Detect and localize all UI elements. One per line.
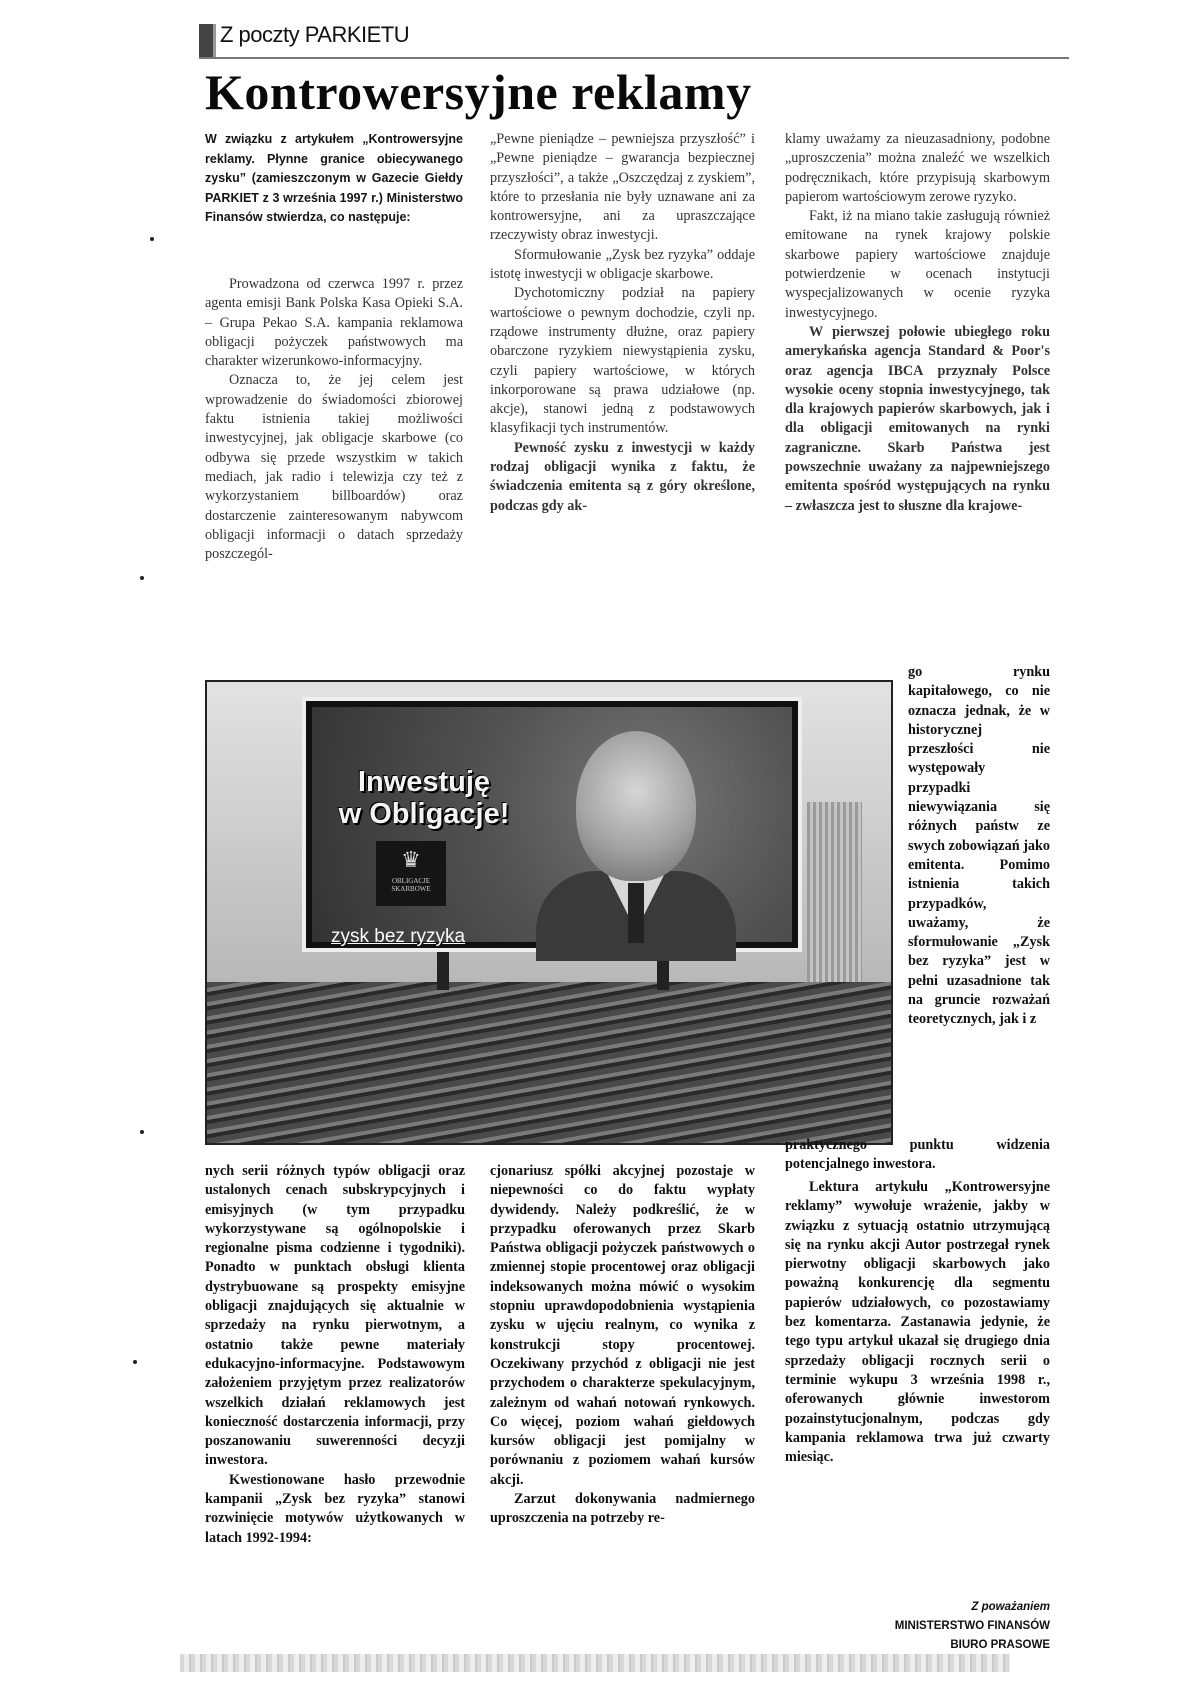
photo-ground	[207, 982, 891, 1145]
column-1-bottom	[205, 1162, 465, 1548]
emblem-box	[376, 841, 446, 906]
scan-edge	[180, 1654, 1010, 1672]
lead-paragraph: W związku z artykułem „Kontrowersyjne reklamy. Płynne granice obiecywanego zysku” (zamieszczonym w Gazecie Giełdy PARKIET z 3 września 1997 r.) Ministerstwo Finansów stwierdza, co następuje:	[205, 132, 463, 224]
column-3-top	[785, 130, 1050, 516]
margin-mark	[140, 1130, 144, 1134]
signature-greeting: Z poważaniem	[971, 1601, 1050, 1613]
paragraph: Sformułowanie „Zysk bez ryzyka” oddaje istotę inwestycji w obligacje skarbowe.	[490, 246, 755, 283]
paragraph: nych serii różnych typów obligacji oraz ustalonych cenach subskrypcyjnych i emisyjnych (w tym przypadku wykorzystywane są ogólnopolskie i regionalne pisma codzienne i tygodniki). Ponadto w punktach obsługi klienta dystrybuowane są prospekty emisyjne obligacji znajdujących się aktualnie w sprzedaży na rynku pierwotnym, a ostatnio także pewne materiały edukacyjno-informacyjne. Podstawowym założeniem przyjętym przez realizatorów wszelkich działań reklamowych jest konieczność dostarczenia informacji, przy poszanowaniu suwerenności decyzji inwestora.	[205, 1163, 465, 1469]
column-3-bottom	[785, 1178, 1050, 1467]
billboard-post	[437, 950, 449, 990]
section-label: Z poczty PARKIETU	[220, 22, 410, 47]
paragraph: „Pewne pieniądze – pewniejsza przyszłość” i „Pewne pieniądze – gwarancja bezpiecznej przyszłości”, a także „Oszczędzaj z zyskiem”, które to przesłania nie były uznawane ani za kontrowersyjne, ani za upraszczające rzeczywisty obraz inwestycji.	[490, 131, 755, 244]
paragraph: praktycznego punktu widzenia potencjalnego inwestora.	[785, 1137, 1050, 1173]
article-lead	[205, 130, 463, 228]
section-marker	[199, 24, 216, 58]
signature	[840, 1598, 1050, 1655]
paragraph: Dychotomiczny podział na papiery wartościowe o pewnym dochodzie, czyli np. rządowe instrumenty dłużne, oraz papiery obarczone ryzykiem niewystąpienia zysku, czyli papiery wartościowe, w których inkorporowane są prawa udziałowe (np. akcje), stanowi jedną z podstawowych klasyfikacji tych instrumentów.	[490, 285, 755, 437]
paragraph: Zarzut dokonywania nadmiernego uproszczenia na potrzeby re-	[490, 1491, 755, 1527]
paragraph: Lektura artykułu „Kontrowersyjne reklamy” wywołuje wrażenie, jakby w związku z sytuacją ostatnio utrzymującą się na rynku akcji Autor postrzegał rynek pierwotny obligacji skarbowych jako poważną konkurencję dla segmentu papierów udziałowych, co pozostawiamy bez komentarza. Zastanawia jedynie, że tego typu artykuł ukazał się drugiego dnia sprzedaży obligacji rocznych serii o terminie wykupu 3 września 1998 r., oferowanych głównie inwestorom pozainstytucjonalnym, podczas gdy kampania reklamowa trwa już czwarty miesiąc.	[785, 1179, 1050, 1466]
column-1-top	[205, 275, 463, 564]
paragraph: Prowadzona od czerwca 1997 r. przez agenta emisji Bank Polska Kasa Opieki S.A. – Grupa Pekao S.A. kampania reklamowa obligacji pożyczek państwowych ma charakter wizerunkowo-informacyjny.	[205, 276, 463, 370]
section-divider	[199, 57, 1069, 59]
paragraph: go rynku kapitałowego, co nie oznacza jednak, że w historycznej przeszłości nie występowały przypadki niewywiązania się różnych państw ze swych zobowiązań jako emitenta. Pomimo istnienia takich przypadków, uważamy, że sformułowanie „Zysk bez ryzyka” jest w pełni uzasadnione tak na gruncie rozważań teoretycznych, jak i z	[908, 664, 1050, 1028]
billboard-photo	[205, 680, 893, 1145]
billboard-tagline: zysk bez ryzyka	[331, 926, 466, 947]
portrait-tie	[628, 883, 644, 943]
portrait-head	[576, 731, 696, 881]
billboard	[302, 697, 802, 952]
billboard-headline-line: Inwestuję	[357, 766, 491, 798]
paragraph: cjonariusz spółki akcyjnej pozostaje w niepewności co do faktu wypłaty dywidendy. Należy podkreślić, że w przypadku oferowanych przez Skarb Państwa obligacji pożyczek państwowych o zmiennej stopie procentowej oraz obligacji indeksowanych można mówić o wysokim stopniu uprawdopodobnienia wystąpienia zysku w ujęciu realnym, co wynika z konstrukcji stopy procentowej. Oczekiwany przychód z obligacji nie jest przychodem o charakterze spekulacyjnym, zależnym od wahań notowań rynkowych. Co więcej, poziom wahań giełdowych kursów obligacji jest pomijalny w porównaniu z poziomem wahań kursów akcji.	[490, 1163, 755, 1488]
portrait-image	[536, 721, 736, 956]
margin-mark	[150, 237, 154, 241]
paragraph: Fakt, iż na miano takie zasługują również emitowane na rynek krajowy polskie skarbowe papiery wartościowe znajduje potwierdzenie w ocenach instytucji wyspecjalizowanych w ocenie ryzyka inwestycyjnego.	[785, 208, 1050, 321]
margin-mark	[133, 1360, 137, 1364]
column-2-top	[490, 130, 755, 516]
billboard-headline-line: w Obligacje!	[338, 798, 510, 830]
signature-dept: BIURO PRASOWE	[950, 1639, 1050, 1651]
billboard-headline	[324, 766, 524, 830]
paragraph: W pierwszej połowie ubiegłego roku amerykańska agencja Standard & Poor's oraz agencja IBCA przyznały Polsce wysokie oceny stopnia inwestycyjnego, tak dla krajowych papierów skarbowych, jak i dla obligacji emitowanych na rynki zagraniczne. Skarb Państwa jest powszechnie uważany za najpewniejszego emitenta spośród występujących na rynku – zwłaszcza jest to słuszne dla krajowe-	[785, 323, 1050, 514]
column-3-wide	[785, 1136, 1050, 1175]
paragraph: Kwestionowane hasło przewodnie kampanii „Zysk bez ryzyka” stanowi rozwinięcie motywów użytkowanych w latach 1992-1994:	[205, 1471, 465, 1546]
paragraph: klamy uważamy za nieuzasadniony, podobne „uproszczenia” można znaleźć we wszelkich podręcznikach, które przypisują skarbowym papierom wartościowym zerowe ryzyko.	[785, 131, 1050, 205]
paragraph: Pewność zysku z inwestycji w każdy rodzaj obligacji wynika z faktu, że świadczenia emitenta są z góry określone, podczas gdy ak-	[490, 439, 755, 514]
paragraph: Oznacza to, że jej celem jest wprowadzenie do świadomości zbiorowej faktu istnienia takiej możliwości inwestycyjnej, jak obligacje skarbowe (co odbywa się przede wszystkim w takich mediach, jak radio i telewizja czy też z wykorzystaniem billboardów) oraz dostarczenie zainteresowanym nabywcom obligacji informacji o datach sprzedaży poszczegól-	[205, 372, 463, 563]
column-2-bottom	[490, 1162, 755, 1529]
eagle-emblem-icon: ♛	[401, 847, 421, 872]
emblem-caption: OBLIGACJE SKARBOWE	[391, 877, 431, 893]
photo-building	[807, 802, 862, 982]
signature-org: MINISTERSTWO FINANSÓW	[894, 1620, 1050, 1632]
article-headline: Kontrowersyjne reklamy	[205, 64, 752, 120]
margin-mark	[140, 576, 144, 580]
column-3-wrap	[908, 663, 1050, 1030]
